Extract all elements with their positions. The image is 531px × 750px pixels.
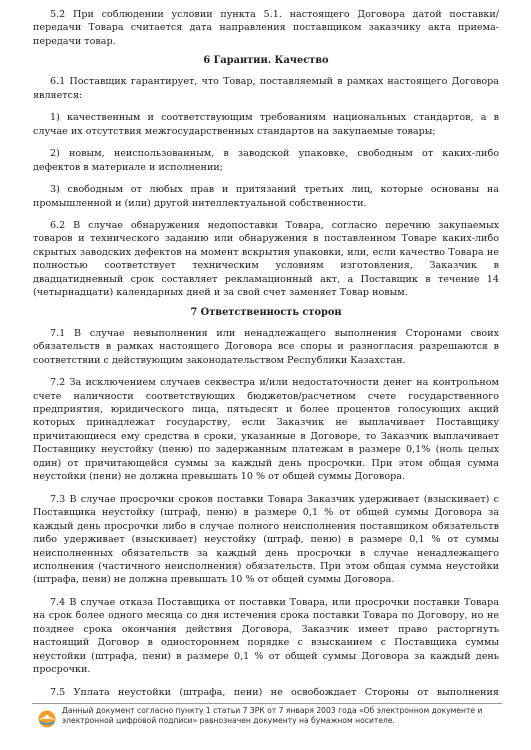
section-7-title: 7 Ответственность сторон — [190, 306, 342, 318]
footer — [0, 700, 531, 750]
paragraph-6-1-item-3: 3) свободным от любых прав и притязаний третьих лиц, которые основаны на промышленной и (или) другой интеллектуальной собственности. — [33, 184, 499, 209]
paragraph-5-2: 5.2 При соблюдении условии пункта 5.1. настоящего Договора датой поставки/передачи Товара считается дата направления поставщиком заказчику акта приема-передачи товар. — [33, 9, 499, 47]
paragraph-6-2: 6.2 В случае обнаружения недопоставки Товара, согласно перечню закупаемых товаров и технического заданию или обнаружения в поставленном Товаре каких-либо скрытых заводских дефектов на момент вскрытия упаковки, или, если качество Товара не полностью соответствует техническим условиям изготовления, Заказчик в двадцатидневный срок составляет рекламационный акт, а Поставщик в течение 14 (четырнадцати) календарных дней и за свой счет заменяет Товар новым. — [33, 219, 499, 299]
document-page — [33, 8, 499, 721]
paragraph-7-5: 7.5 Уплата неустойки (штрафа, пени) не освобождает Стороны от выполнения — [50, 686, 499, 698]
footer-notice: Данный документ согласно пункту 1 статьи 7 ЗРК от 7 января 2003 года «Об электронном документе и электронной цифровой подписи» равнозначен документу на бумажном носителе. — [62, 706, 483, 726]
footer-divider — [32, 703, 502, 704]
paragraph-7-1: 7.1 В случае невыполнения или ненадлежащего выполнения Сторонами своих обязательств в рамках настоящего Договора все споры и разногласия разрешаются в соответствии с действующим законодательством Республики Казахстан. — [33, 327, 499, 366]
paragraph-6-1: 6.1 Поставщик гарантирует, что Товар, поставляемый в рамках настоящего Договора является: — [33, 76, 499, 101]
section-6-title: 6 Гарантии. Качество — [203, 55, 329, 67]
paragraph-7-4: 7.4 В случае отказа Поставщика от поставки Товара, или просрочки поставки Товара на срок более одного месяца со дня истечения срока поставки Товара по Договору, но не позднее срока окончания действия Договора, Заказчик имеет право расторгнуть настоящий Договор в одностороннем порядке с взысканием с Поставщика суммы неустойки (штрафа, пени) в размере 0,1 % от общей суммы Договора за каждый день просрочки. — [33, 596, 499, 676]
paragraph-7-2: 7.2 За исключением случаев секвестра и/или недостаточности денег на контрольном счете наличности соответствующих бюджетов/расчетном счете государственного предприятия, юридического лица, пятьдесят и более процентов голосующих акций которых принадлежат государству, если Заказчик не выплачивает Поставщику причитающиеся ему средства в сроки, указанные в Договоре, то Заказчик выплачивает Поставщику неустойку (пеню) по задержанным платежам в размере 0,1% (ноль целых один) от причитающейся суммы за каждый день просрочки. При этом общая сумма неустойки (пени) не должна превышать 10 % от общей суммы Договора. — [33, 377, 499, 483]
paragraph-7-3: 7.3 В случае просрочки сроков поставки Товара Заказчик удерживает (взыскивает) с Поставщика неустойку (штраф, пеню) в размере 0,1 % от общей суммы Договора за каждый день просрочки либо в случае полного неисполнения поставщиком обязательств либо удерживает (взыскивает) неустойку (штраф, пеню) в размере 0,1 % от суммы неисполненных обязательств за каждый день просрочки в случае ненадлежащего исполнения (частичного неисполнения) обязательств. При этом общая сумма неустойки (штрафа, пени) не должна превышать 10 % от общей суммы Договора. — [33, 493, 499, 586]
paragraph-6-1-item-2: 2) новым, неиспользованным, в заводской упаковке, свободным от каких-либо дефектов в материале и исполнении; — [33, 148, 499, 173]
egov-emblem-icon — [36, 709, 58, 729]
paragraph-6-1-item-1: 1) качественным и соответствующим требованиям национальных стандартов, а в случае их отсутствия межгосударственных стандартов на закупаемые товары; — [33, 112, 499, 137]
